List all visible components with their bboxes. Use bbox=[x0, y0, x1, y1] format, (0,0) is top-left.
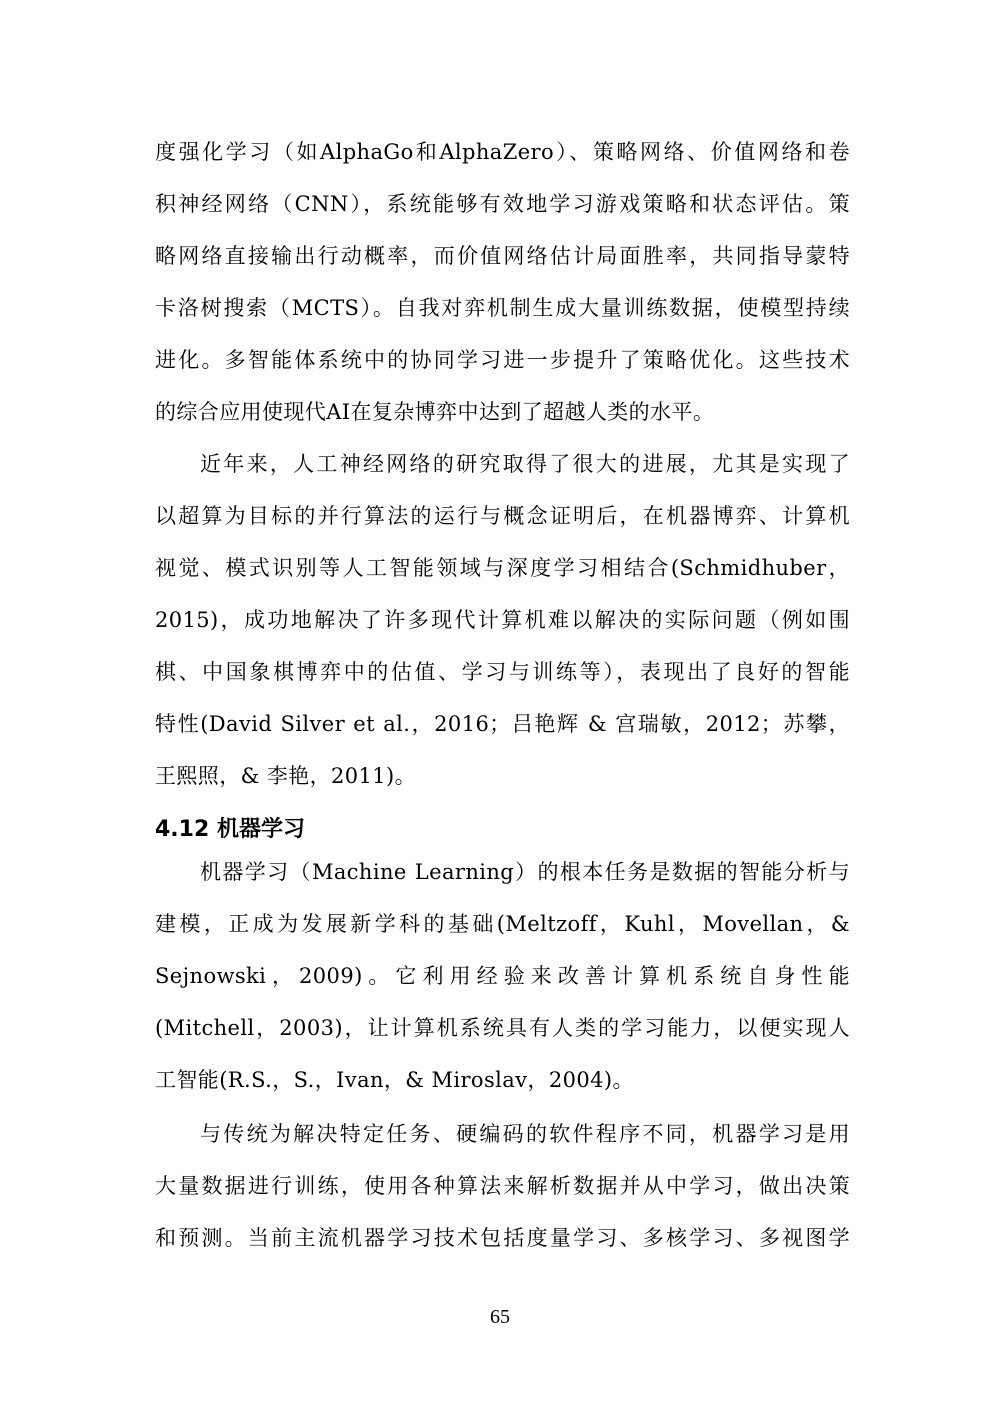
paragraph-line: 近年来，人工神经网络的研究取得了很大的进展，尤其是实现了 bbox=[200, 452, 850, 476]
paragraph-line: 棋、中国象棋博弈中的估值、学习与训练等），表现出了良好的智能 bbox=[155, 660, 850, 684]
paragraph-line: 视觉、模式识别等人工智能领域与深度学习相结合(Schmidhuber， bbox=[155, 556, 850, 580]
page-number: 65 bbox=[490, 1306, 510, 1328]
paragraph-line: 略网络直接输出行动概率，而价值网络估计局面胜率，共同指导蒙特 bbox=[155, 244, 850, 268]
paragraph-line: 积神经网络（CNN），系统能够有效地学习游戏策略和状态评估。策 bbox=[155, 192, 850, 216]
paragraph-line: 卡洛树搜索（MCTS）。自我对弈机制生成大量训练数据，使模型持续 bbox=[155, 296, 850, 320]
paragraph-line: 机器学习（Machine Learning）的根本任务是数据的智能分析与 bbox=[200, 860, 850, 884]
paragraph-line: 2015)，成功地解决了许多现代计算机难以解决的实际问题（例如围 bbox=[155, 608, 850, 632]
paragraph-line: 进化。多智能体系统中的协同学习进一步提升了策略优化。这些技术 bbox=[155, 348, 850, 372]
paragraph-line: (Mitchell，2003)，让计算机系统具有人类的学习能力，以便实现人 bbox=[155, 1016, 850, 1040]
paragraph-line: 工智能(R.S.，S.，Ivan，& Miroslav，2004)。 bbox=[155, 1068, 634, 1092]
paragraph-line: 和预测。当前主流机器学习技术包括度量学习、多核学习、多视图学 bbox=[155, 1226, 850, 1250]
section-heading: 4.12 机器学习 bbox=[155, 817, 305, 842]
paragraph-line: 度强化学习（如AlphaGo和AlphaZero）、策略网络、价值网络和卷 bbox=[155, 140, 850, 164]
paragraph-line: 以超算为目标的并行算法的运行与概念证明后，在机器博弈、计算机 bbox=[155, 504, 850, 528]
paragraph-line: Sejnowski，2009)。它利用经验来改善计算机系统自身性能 bbox=[155, 964, 850, 988]
paragraph-line: 特性(David Silver et al.，2016；吕艳辉 & 宫瑞敏，2012；苏攀， bbox=[155, 712, 850, 736]
paragraph-line: 大量数据进行训练，使用各种算法来解析数据并从中学习，做出决策 bbox=[155, 1174, 850, 1198]
paragraph-line: 建模，正成为发展新学科的基础(Meltzoff，Kuhl，Movellan，& bbox=[155, 912, 850, 936]
paragraph-line: 的综合应用使现代AI在复杂博弈中达到了超越人类的水平。 bbox=[155, 400, 715, 424]
paragraph-line: 王熙照，& 李艳，2011)。 bbox=[155, 764, 417, 788]
paragraph-line: 与传统为解决特定任务、硬编码的软件程序不同，机器学习是用 bbox=[200, 1122, 850, 1146]
